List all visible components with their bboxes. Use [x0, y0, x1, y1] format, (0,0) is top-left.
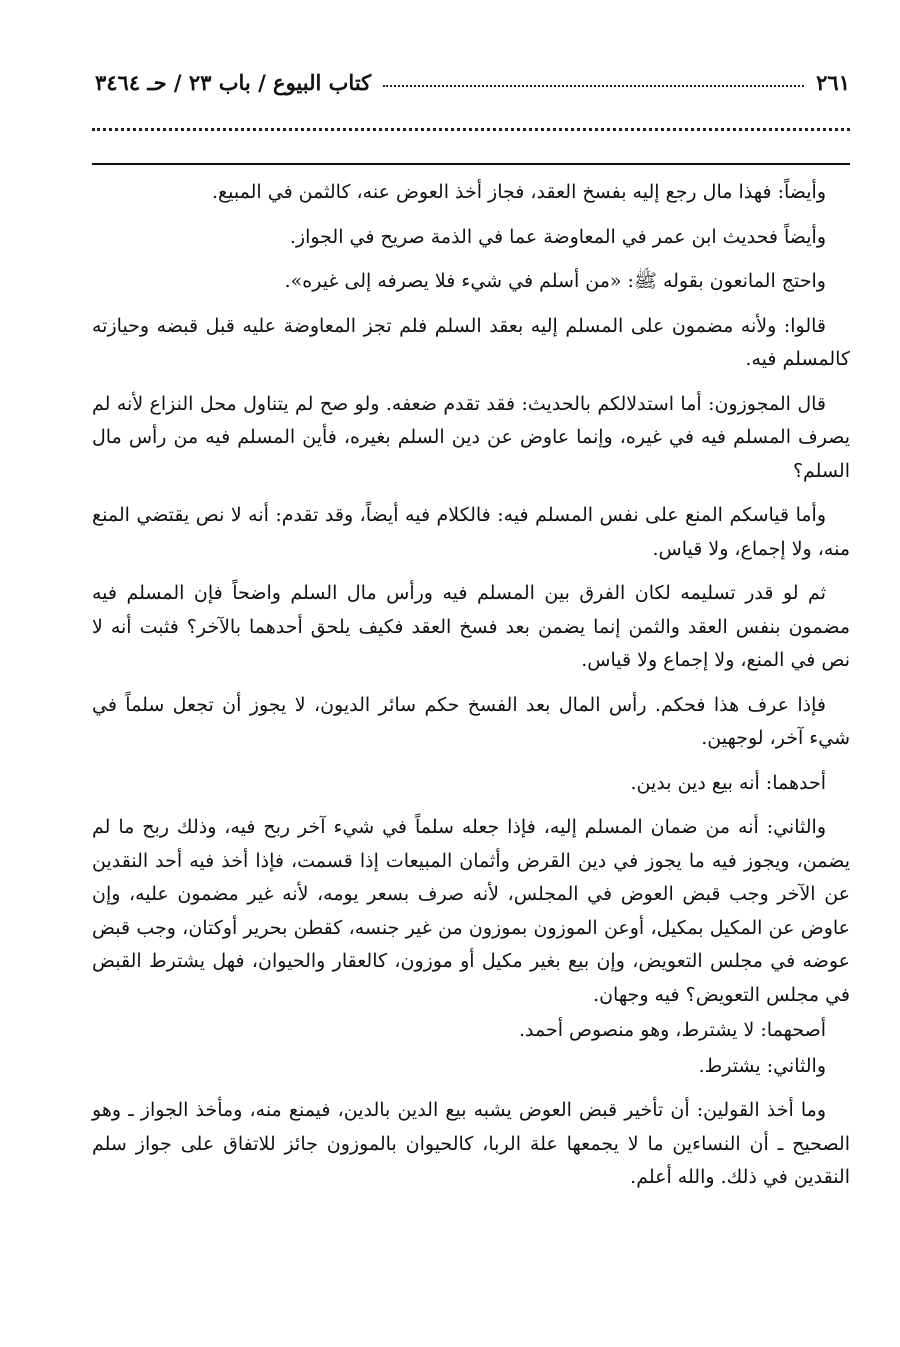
- paragraph: وأما قياسكم المنع على نفس المسلم فيه: فالكلام فيه أيضاً، وقد تقدم: أنه لا نص يقتضي المنع منه، ولا إجماع، ولا قياس.: [92, 504, 850, 560]
- header-rule: [92, 163, 850, 165]
- paragraph: واحتج المانعون بقوله ﷺ: «من أسلم في شيء فلا يصرفه إلى غيره».: [284, 270, 826, 292]
- paragraph: وما أخذ القولين: أن تأخير قبض العوض يشبه بيع الدين بالدين، فيمنع منه، ومأخذ الجواز ـ وهو الصحيح ـ أن النساءين ما لا يجمعها علة الربا، كالحيوان بالموزون جائز للاتفاق على جواز سلم النقدين في ذلك. والله أعلم.: [92, 1099, 850, 1188]
- paragraph: فإذا عرف هذا فحكم. رأس المال بعد الفسخ حكم سائر الديون، لا يجوز أن تجعل سلماً في شيء آخر، لوجهين.: [92, 693, 850, 749]
- paragraph: وأيضاً فحديث ابن عمر في المعاوضة عما في الذمة صريح في الجواز.: [289, 225, 826, 248]
- header-dot-leader: [383, 85, 804, 87]
- running-title: كتاب البيوع / باب ٢٣ / حـ ٣٤٦٤: [95, 69, 372, 95]
- paragraph: ثم لو قدر تسليمه لكان الفرق بين المسلم فيه ورأس مال السلم واضحاً فإن المسلم فيه مضمون بنفس العقد والثمن إنما يضمن بعد فسخ العقد فكيف يلحق أحدهما بالآخر؟ فثبت أنه لا نص في المنع، ولا إجماع ولا قياس.: [92, 582, 850, 671]
- page-body: [92, 176, 850, 1206]
- paragraph: قال المجوزون: أما استدلالكم بالحديث: فقد تقدم ضعفه. ولو صح لم يتناول محل النزاع لأنه لم يصرف المسلم فيه في غيره، وإنما عاوض عن دين السلم بغيره، فأين المسلم فيه من رأس مال السلم؟: [92, 392, 850, 482]
- paragraph: والثاني: أنه من ضمان المسلم إليه، فإذا جعله سلماً في شيء آخر ربح فيه، وذلك ربح ما لم يضمن، ويجوز فيه ما يجوز في دين القرض وأثمان المبيعات إذا قسمت، فإذا أخذ فيه أحد النقدين عن الآخر وجب قبض العوض في المجلس، لأنه صرف بسعر يومه، لأنه غير مضمون عليه، وإن عاوض عن المكيل بمكيل، أوعن الموزون بموزون من غير جنسه، كقطن بحرير أوكتان، وجب قبض عوضه في مجلس التعويض، وإن بيع بغير مكيل أو موزون، كالعقار والحيوان، فهل يشترط القبض في مجلس التعويض؟ فيه وجهان.: [92, 816, 850, 1006]
- paragraph: وأيضاً: فهذا مال رجع إليه بفسخ العقد، فجاز أخذ العوض عنه، كالثمن في المبيع.: [212, 181, 826, 203]
- paragraph: والثاني: يشترط.: [698, 1054, 826, 1077]
- paragraph: أحدهما: أنه بيع دين بدين.: [630, 771, 826, 794]
- page-number: ٢٦١: [816, 69, 850, 95]
- paragraph: أصحهما: لا يشترط، وهو منصوص أحمد.: [518, 1019, 826, 1041]
- paragraph: قالوا: ولأنه مضمون على المسلم إليه بعقد السلم فلم تجز المعاوضة عليه قبل قبضه وحيازته كالمسلم فيه.: [92, 314, 850, 370]
- page-header: [95, 62, 850, 102]
- dotted-separator: [92, 128, 850, 131]
